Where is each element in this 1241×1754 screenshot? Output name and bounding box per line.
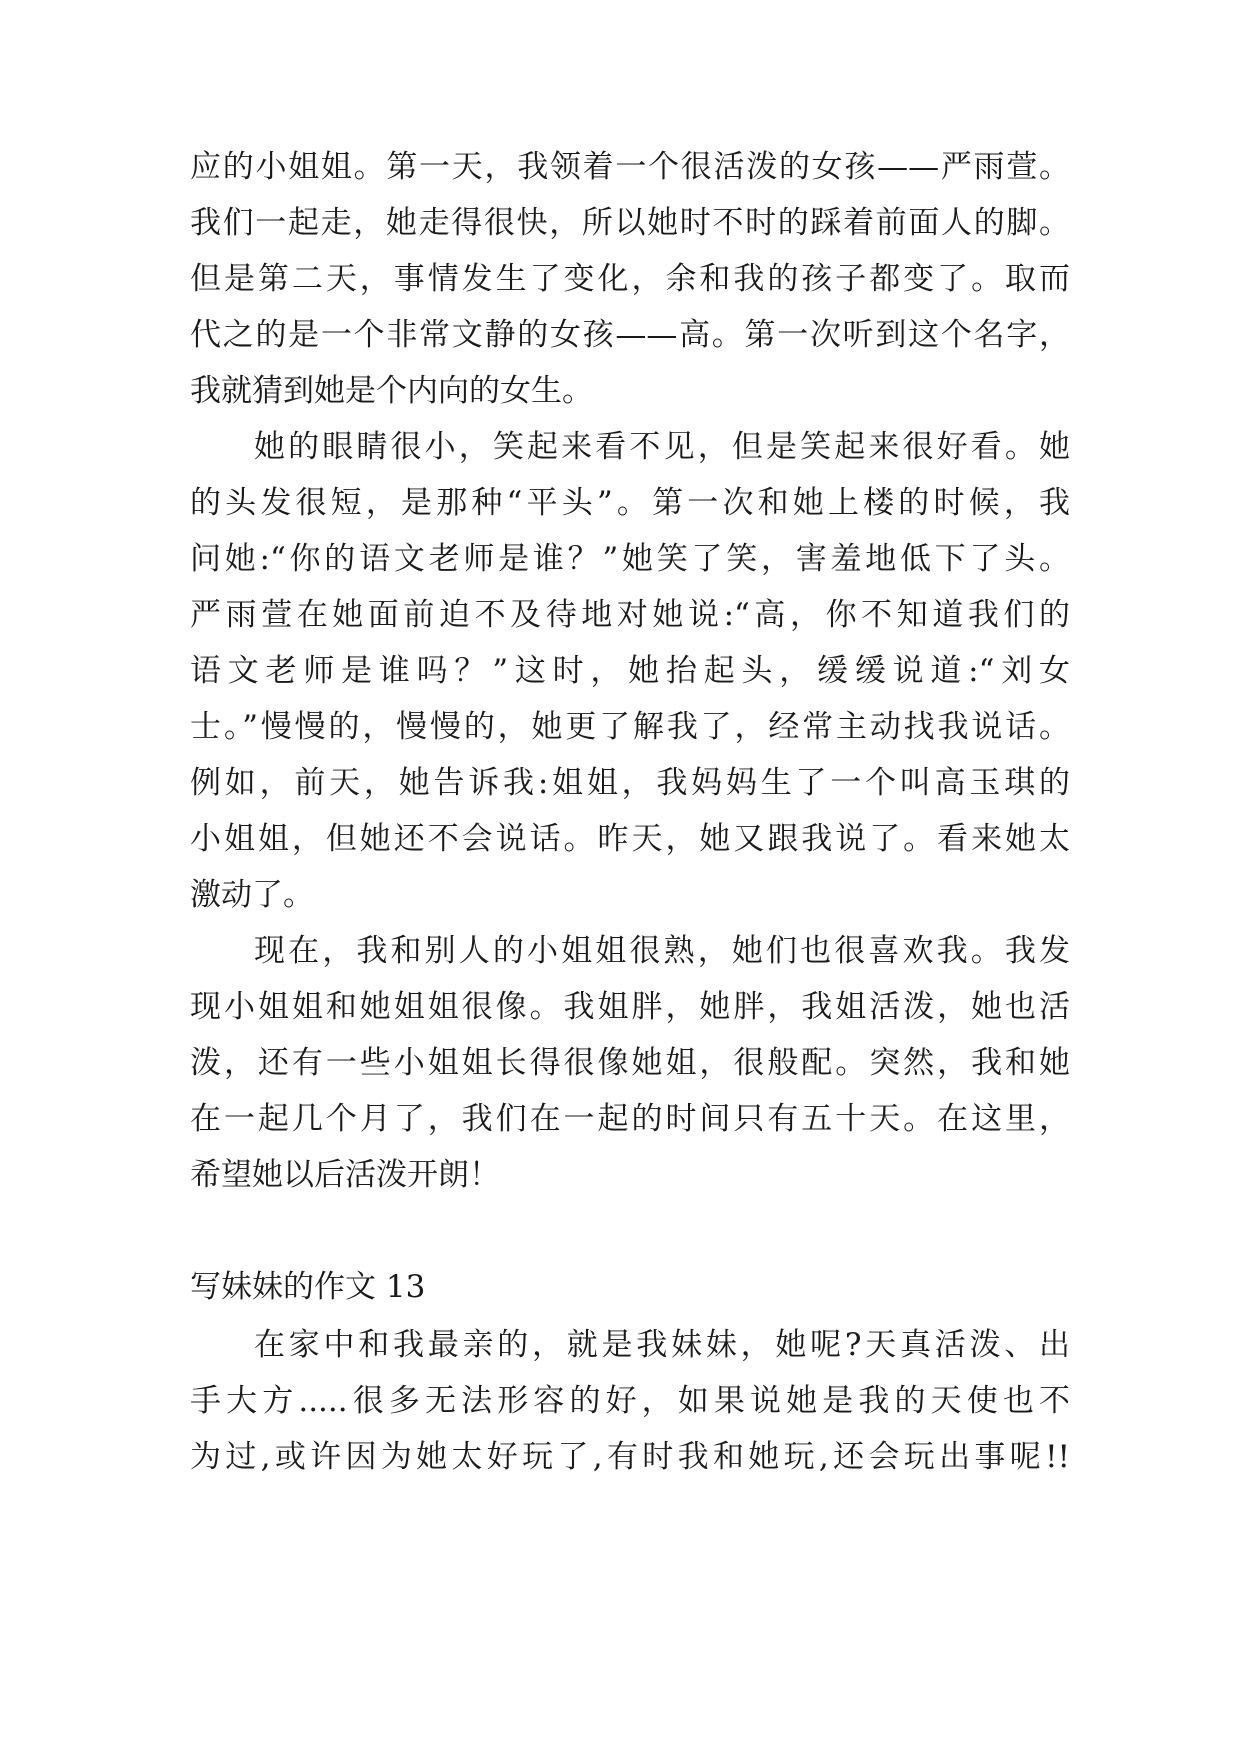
paragraph-2-line-9: 激动了。 bbox=[190, 877, 314, 913]
paragraph-2-line-1: 她的眼睛很小，笑起来看不见，但是笑起来很好看。她 bbox=[254, 429, 1070, 465]
paragraph-2-line-2: 的头发很短，是那种“平头”。第一次和她上楼的时候，我 bbox=[190, 485, 1070, 521]
paragraph-2-line-8: 小姐姐，但她还不会说话。昨天，她又跟我说了。看来她太 bbox=[190, 821, 1070, 857]
paragraph-2-line-4: 严雨萱在她面前迫不及待地对她说:“高，你不知道我们的 bbox=[190, 597, 1070, 633]
paragraph-2-line-6: 士。”慢慢的，慢慢的，她更了解我了，经常主动找我说话。 bbox=[190, 709, 1070, 745]
paragraph-3-line-5: 希望她以后活泼开朗！ bbox=[190, 1157, 500, 1193]
paragraph-3-line-4: 在一起几个月了，我们在一起的时间只有五十天。在这里， bbox=[190, 1101, 1070, 1137]
paragraph-2-line-3: 问她:“你的语文老师是谁？”她笑了笑，害羞地低下了头。 bbox=[190, 541, 1070, 577]
paragraph-4-line-2: 手大方.....很多无法形容的好，如果说她是我的天使也不 bbox=[190, 1383, 1070, 1419]
paragraph-1-line-1: 应的小姐姐。第一天，我领着一个很活泼的女孩——严雨萱。 bbox=[190, 149, 1070, 185]
paragraph-1-line-2: 我们一起走，她走得很快，所以她时不时的踩着前面人的脚。 bbox=[190, 205, 1070, 241]
section-heading: 写妹妹的作文 13 bbox=[190, 1269, 426, 1305]
paragraph-2-line-5: 语文老师是谁吗？”这时，她抬起头，缓缓说道:“刘女 bbox=[190, 653, 1070, 689]
paragraph-1-line-3: 但是第二天，事情发生了变化，余和我的孩子都变了。取而 bbox=[190, 261, 1070, 297]
paragraph-4-line-1: 在家中和我最亲的，就是我妹妹，她呢?天真活泼、出 bbox=[254, 1327, 1070, 1363]
paragraph-3-line-2: 现小姐姐和她姐姐很像。我姐胖，她胖，我姐活泼，她也活 bbox=[190, 989, 1070, 1025]
paragraph-3-line-3: 泼，还有一些小姐姐长得很像她姐，很般配。突然，我和她 bbox=[190, 1045, 1070, 1081]
paragraph-1-line-5: 我就猜到她是个内向的女生。 bbox=[190, 373, 593, 409]
paragraph-4-line-3: 为过,或许因为她太好玩了,有时我和她玩,还会玩出事呢!! bbox=[190, 1439, 1070, 1475]
paragraph-3-line-1: 现在，我和别人的小姐姐很熟，她们也很喜欢我。我发 bbox=[254, 933, 1070, 969]
paragraph-1-line-4: 代之的是一个非常文静的女孩——高。第一次听到这个名字， bbox=[190, 317, 1070, 353]
paragraph-2-line-7: 例如，前天，她告诉我:姐姐，我妈妈生了一个叫高玉琪的 bbox=[190, 765, 1070, 801]
